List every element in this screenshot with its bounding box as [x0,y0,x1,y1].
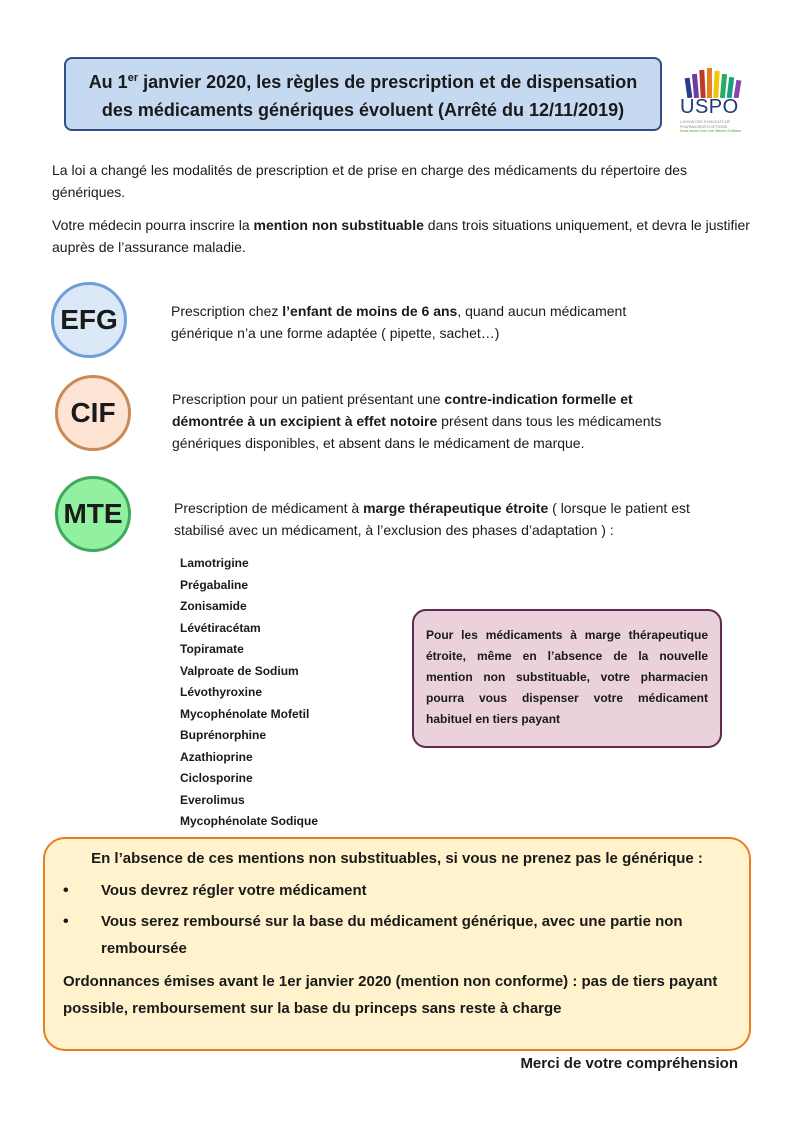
drug-item: Zonisamide [180,599,247,613]
warning-item: • Vous serez remboursé sur la base du médicament générique, avec une partie non remboursée [63,908,731,962]
cif-badge: CIF [55,375,131,451]
logo-bars-icon [684,66,742,98]
mte-drug-list [180,553,318,833]
intro-paragraph-1: La loi a changé les modalités de prescription et de prise en charge des médicaments du répertoire des génériques. [52,162,688,200]
drug-item: Everolimus [180,792,245,807]
mte-note-box: Pour les médicaments à marge thérapeutique étroite, même en l’absence de la nouvelle mention non substituable, votre pharmacien pourra vous dispenser votre médicament habituel en tiers payant [412,609,722,748]
closing-text: Merci de votre compréhension [520,1055,738,1072]
efg-badge: EFG [51,282,127,358]
logo-bar [707,68,712,98]
drug-item: Azathioprine [180,749,253,764]
warning-list [63,877,731,962]
drug-item: Topiramate [180,642,244,656]
logo-bar [713,71,719,98]
page-title [64,57,662,131]
drug-item: Valproate de Sodium [180,663,299,678]
mte-description: Prescription de médicament à marge thérapeutique étroite ( lorsque le patient est stabilisé avec un médicament, à l’exclusion des phases d’adaptation ) : [174,500,690,538]
warning-heading: En l’absence de ces mentions non substituables, si vous ne prenez pas le générique : [91,850,703,867]
logo-tagline: L'UNION DES SYNDICATS DE PHARMACIENS D'OFFICINE Nous avons tous une histoire d'officine [680,120,742,134]
logo-bar [699,70,705,98]
drug-item: Mycophénolate Sodique [180,814,319,828]
logo-bar [685,78,693,98]
cif-description: Prescription pour un patient présentant une contre-indication formelle et démontrée à un excipient à effet notoire présent dans tous les médicaments génériques disponibles, et absent dans le médicament de marque. [172,391,662,451]
mte-badge: MTE [55,476,131,552]
uspo-logo [676,66,746,136]
logo-bar [727,77,735,98]
logo-bar [720,74,727,98]
drug-item: Lévothyroxine [180,685,263,699]
drug-item: Lamotrigine [180,556,249,570]
warning-item: • Vous devrez régler votre médicament [63,877,731,904]
efg-description: Prescription chez l’enfant de moins de 6 ans, quand aucun médicament générique n’a une forme adaptée ( pipette, sachet…) [171,303,627,341]
drug-item: Mycophénolate Mofetil [180,706,310,721]
drug-item: Lévétiracétam [180,620,261,635]
warning-box [43,837,751,1051]
drug-item: Ciclosporine [180,771,253,785]
logo-text: USPO [680,96,739,118]
intro-paragraph-2: Votre médecin pourra inscrire la mention non substituable dans trois situations uniquement, et devra le justifier auprès de l’assurance maladie. [52,217,750,255]
logo-bar [692,74,699,98]
drug-item: Buprénorphine [180,728,266,742]
warning-footer: Ordonnances émises avant le 1er janvier 2020 (mention non conforme) : pas de tiers payant possible, remboursement sur la base du princeps sans reste à charge [63,973,718,1017]
title-line-1: Au 1er janvier 2020, les règles de prescription et de dispensation [88,72,638,92]
drug-item: Prégabaline [180,577,249,592]
title-line-2: des médicaments génériques évoluent (Arrêté du 12/11/2019) [101,100,625,120]
